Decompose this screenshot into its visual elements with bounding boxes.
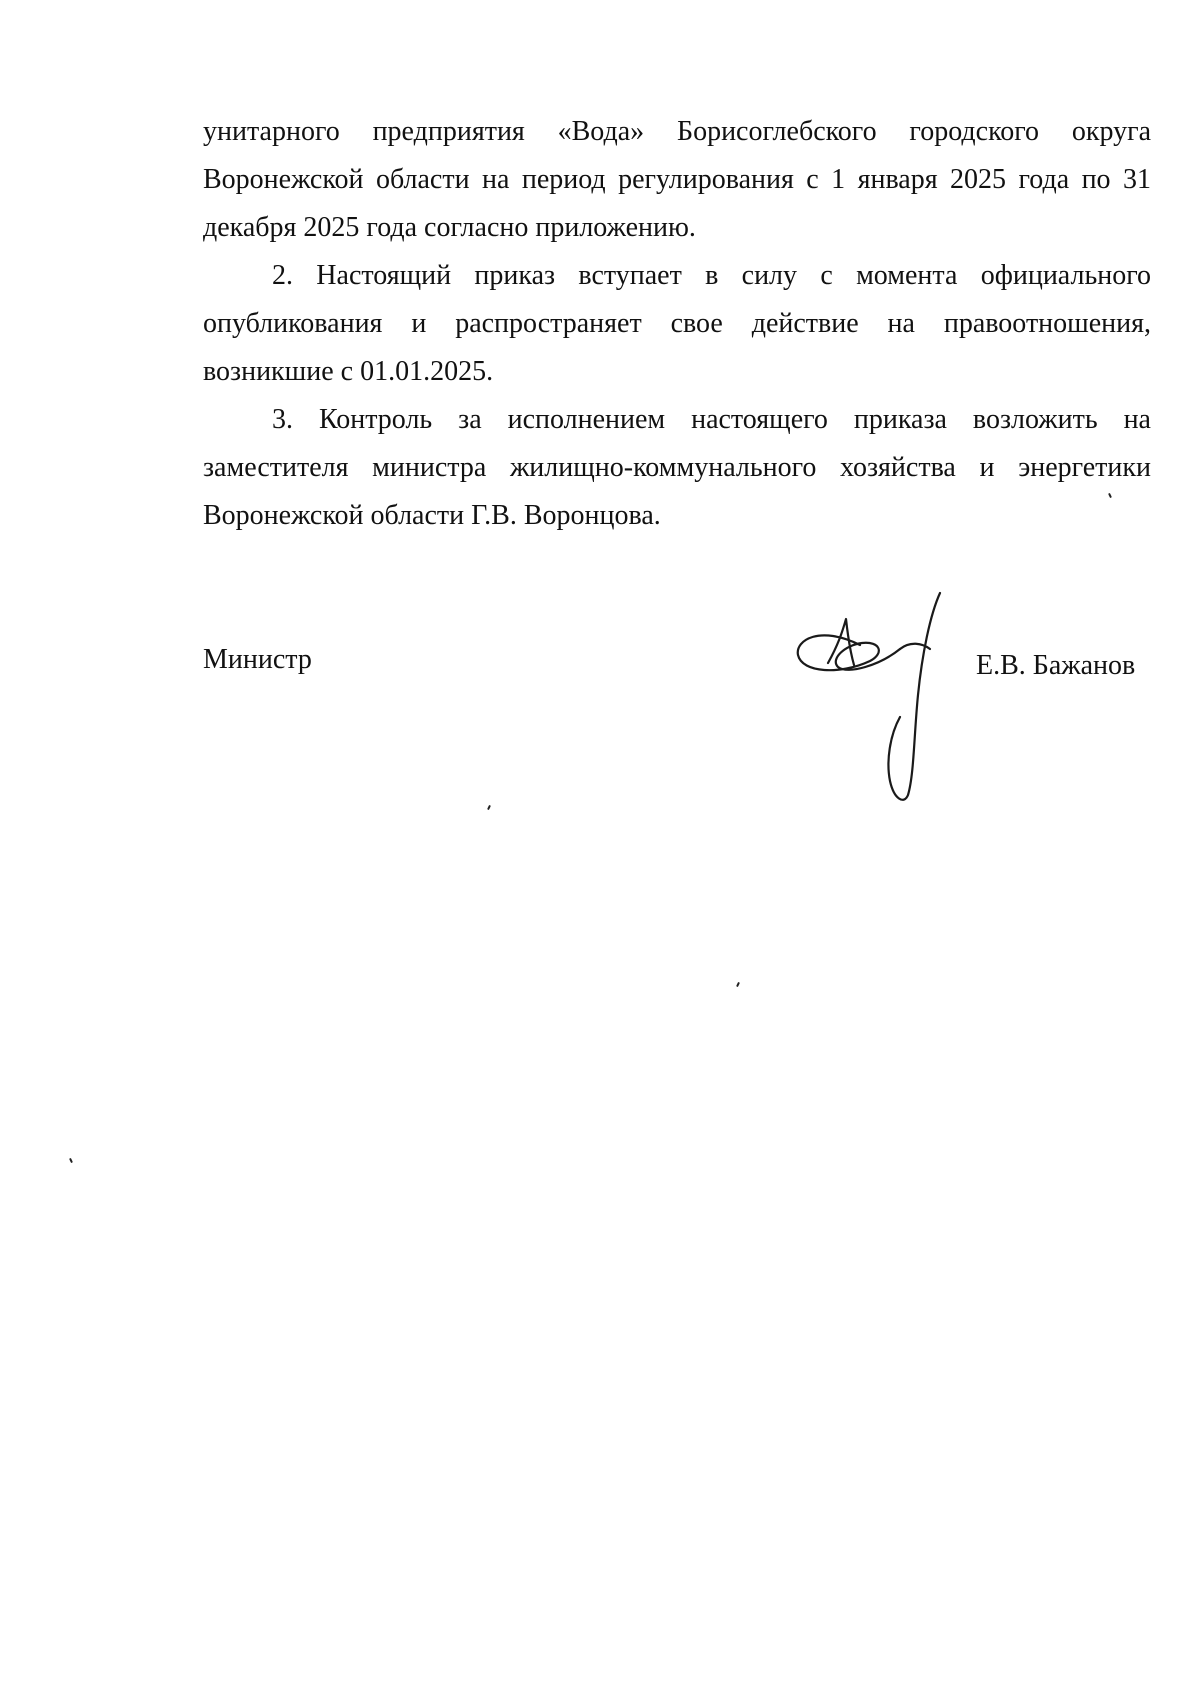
signer-position: Министр: [203, 644, 312, 675]
paragraph-continuation: унитарного предприятия «Вода» Борисоглебского городского округа Воронежской области на период регулирования с 1 января 2025 года по 31 декабря 2025 года согласно приложению.: [203, 116, 1151, 243]
signer-name: Е.В. Бажанов: [976, 650, 1136, 681]
scan-speck: [736, 982, 740, 987]
handwritten-signature: [790, 585, 970, 820]
document-body: [203, 108, 1151, 540]
scan-speck: [69, 1158, 73, 1163]
paragraph-item-2: 2. Настоящий приказ вступает в силу с момента официального опубликования и распространяет свое действие на правоотношения, возникшие с 01.01.2025.: [203, 260, 1151, 387]
scan-speck: [487, 805, 491, 810]
paragraph-item-3: 3. Контроль за исполнением настоящего приказа возложить на заместителя министра жилищно-коммунального хозяйства и энергетики Воронежской области Г.В. Воронцова.: [203, 404, 1151, 531]
